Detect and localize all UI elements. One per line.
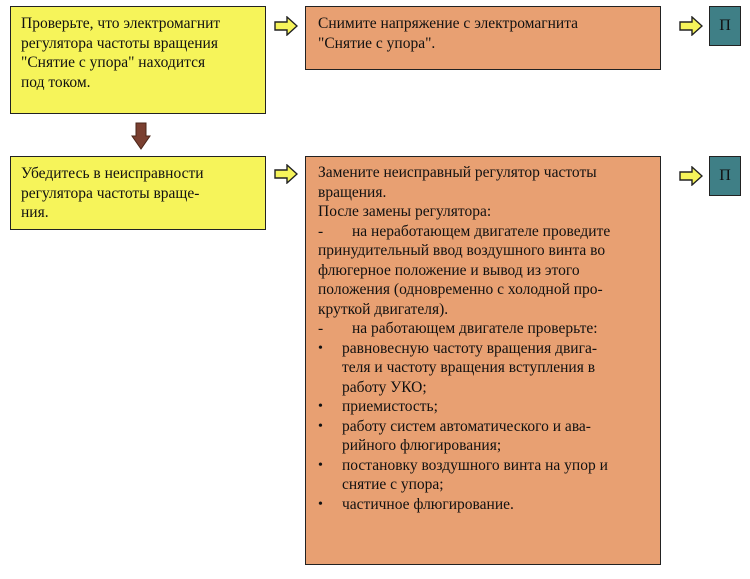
bullet-item bbox=[318, 495, 648, 515]
bullet-icon: • bbox=[318, 418, 323, 434]
dash-mark: - bbox=[318, 222, 324, 240]
check-box-regulator-fault bbox=[10, 156, 266, 230]
right-arrow-icon bbox=[274, 164, 298, 184]
bullet-item bbox=[318, 397, 648, 417]
check-line: под током. bbox=[21, 73, 91, 91]
action-box-remove-voltage bbox=[305, 6, 661, 70]
bullet-line: рийного флюгирования; bbox=[342, 437, 502, 454]
bullet-line: приемистость; bbox=[342, 398, 438, 415]
check-line: Проверьте, что электромагнит bbox=[21, 15, 221, 32]
check-line: ния. bbox=[21, 204, 49, 221]
bullet-line: частичное флюгирование. bbox=[342, 495, 514, 513]
bullet-icon: • bbox=[318, 340, 323, 356]
bullet-line: равновесную частоту вращения двига- bbox=[342, 339, 597, 357]
check-box-electromagnet bbox=[10, 6, 266, 114]
right-arrow-icon bbox=[679, 16, 703, 36]
right-arrow-icon bbox=[679, 166, 703, 186]
dash-item-working-engine bbox=[318, 319, 648, 339]
bullet-icon: • bbox=[318, 399, 323, 414]
action-line: Снимите напряжение с электромагнита bbox=[318, 15, 579, 32]
dash-item-line: принудительный ввод воздушного винта во bbox=[318, 242, 606, 259]
dash-item-first-line: на работающем двигателе проверьте: bbox=[352, 320, 598, 337]
bullet-line: работу УКО; bbox=[342, 378, 427, 396]
dash-item-nonworking-engine bbox=[318, 222, 648, 242]
dash-mark: - bbox=[318, 320, 324, 337]
check-line: Убедитесь в неисправности bbox=[21, 165, 204, 182]
bullet-icon: • bbox=[318, 496, 323, 512]
terminal-label: П bbox=[719, 17, 731, 34]
bullet-line: постановку воздушного винта на упор и bbox=[342, 456, 608, 474]
bullet-icon: • bbox=[318, 457, 323, 473]
dash-item-line: флюгерное положение и вывод из этого bbox=[318, 261, 580, 279]
bullet-item bbox=[318, 417, 648, 456]
bullet-line: теля и частоту вращения вступления в bbox=[342, 359, 596, 376]
terminal-label: П bbox=[719, 167, 731, 184]
bullet-item bbox=[318, 456, 648, 495]
dash-item-first-line: на неработающем двигателе проведите bbox=[352, 222, 611, 240]
action-line: Замените неисправный регулятор частоты bbox=[318, 164, 597, 181]
right-arrow-icon bbox=[274, 16, 298, 36]
dash-item-line: круткой двигателя). bbox=[318, 300, 449, 318]
action-line: "Снятие с упора". bbox=[318, 34, 436, 52]
check-line: регулятора частоты враще- bbox=[21, 184, 200, 202]
bullet-item bbox=[318, 339, 648, 398]
bullet-line: снятие с упора; bbox=[342, 476, 444, 493]
action-line: вращения. bbox=[318, 183, 387, 201]
down-arrow-icon bbox=[131, 122, 151, 150]
dash-item-line: положения (одновременно с холодной про- bbox=[318, 281, 603, 298]
action-box-replace-regulator bbox=[305, 156, 661, 565]
terminal-box bbox=[709, 156, 741, 196]
action-line: После замены регулятора: bbox=[318, 203, 492, 220]
bullet-line: работу систем автоматического и ава- bbox=[342, 417, 591, 435]
check-line: регулятора частоты вращения bbox=[21, 34, 218, 52]
check-line: "Снятие с упора" находится bbox=[21, 54, 206, 71]
terminal-box bbox=[709, 6, 741, 46]
